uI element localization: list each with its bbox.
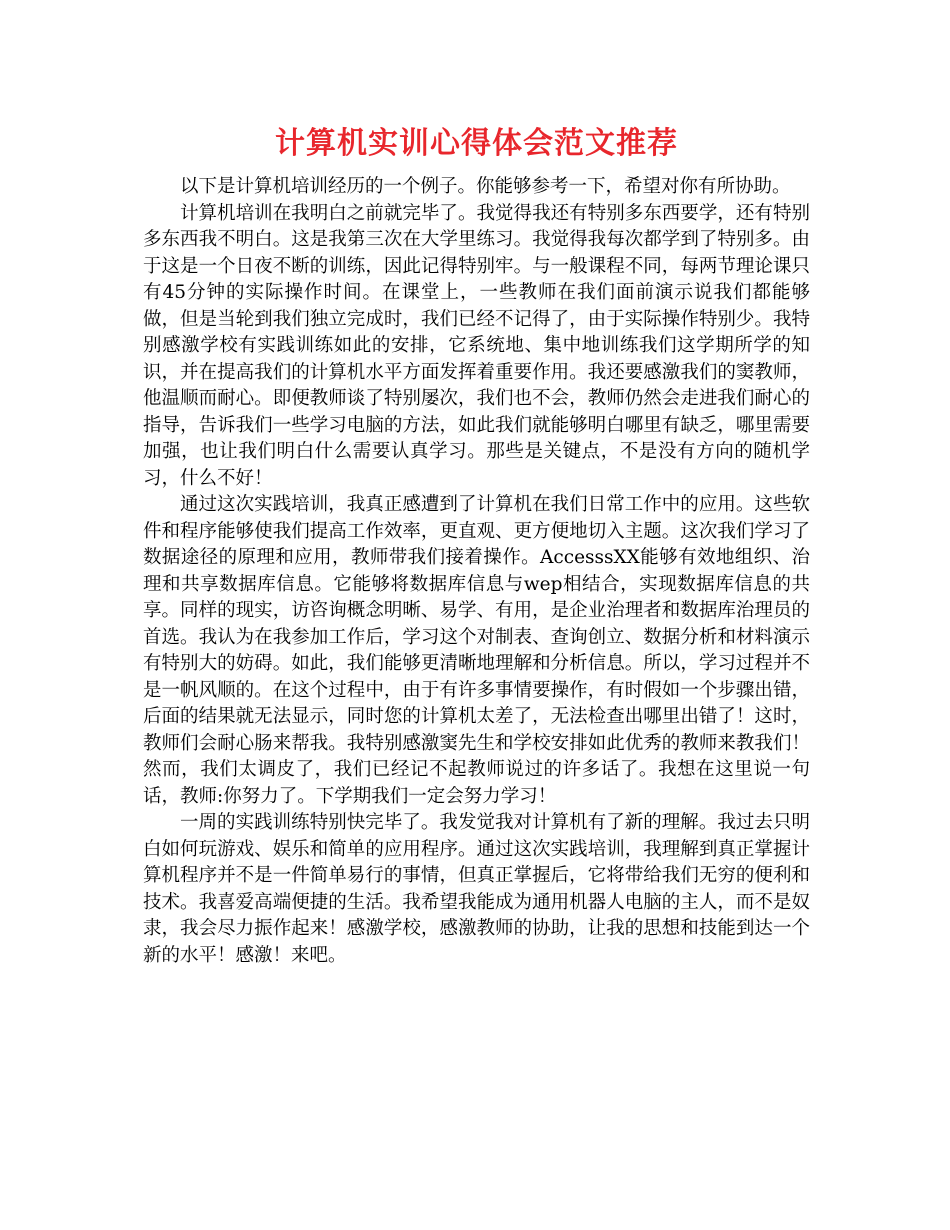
paragraph-intro: 以下是计算机培训经历的一个例子。你能够参考一下，希望对你有所协助。 — [180, 176, 791, 197]
paragraph-conclusion: 一周的实践训练特别快完毕了。我发觉我对计算机有了新的理解。我过去只明白如何玩游戏、娱乐和简单的应用程序。通过这次实践培训，我理解到真正掌握计算机程序并不是一件简单易行的事情，但真正掌握后，它将带给我们无穷的便利和技术。我喜爱高端便捷的生活。我希望我能成为通用机器人电脑的主人，而不是奴隶，我会尽力振作起来！感激学校，感激教师的协助，让我的思想和技能到达一个新的水平！感激！来吧。 — [143, 812, 810, 966]
document-body — [143, 174, 810, 969]
paragraph-practice: 通过这次实践培训，我真正感遭到了计算机在我们日常工作中的应用。这些软件和程序能够使我们提高工作效率，更直观、更方便地切入主题。这次我们学习了数据途径的原理和应用，教师带我们接着操作。AccesssXX能够有效地组织、治理和共享数据库信息。它能够将数据库信息与wep相结合，实现数据库信息的共享。同样的现实，访咨询概念明晰、易学、有用，是企业治理者和数据库治理员的首选。我认为在我参加工作后，学习这个对制表、查询创立、数据分析和材料演示有特别大的妨碍。如此，我们能够更清晰地理解和分析信息。所以，学习过程并不是一帆风顺的。在这个过程中，由于有许多事情要操作，有时假如一个步骤出错，后面的结果就无法显示，同时您的计算机太差了，无法检查出哪里出错了！这时，教师们会耐心肠来帮我。我特别感激窦先生和学校安排如此优秀的教师来教我们！然而，我们太调皮了，我们已经记不起教师说过的许多话了。我想在这里说一句话，教师:你努力了。下学期我们一定会努力学习！ — [143, 494, 810, 807]
paragraph-training: 计算机培训在我明白之前就完毕了。我觉得我还有特别多东西要学，还有特别多东西我不明白。这是我第三次在大学里练习。我觉得我每次都学到了特别多。由于这是一个日夜不断的训练，因此记得特别牢。与一般课程不同，每两节理论课只有45分钟的实际操作时间。在课堂上，一些教师在我们面前演示说我们都能够做，但是当轮到我们独立完成时，我们已经不记得了，由于实际操作特别少。我特别感激学校有实践训练如此的安排，它系统地、集中地训练我们这学期所学的知识，并在提高我们的计算机水平方面发挥着重要作用。我还要感激我们的窦教师，他温顺而耐心。即便教师谈了特别屡次，我们也不会，教师仍然会走进我们耐心的指导，告诉我们一些学习电脑的方法，如此我们就能够明白哪里有缺乏，哪里需要加强，也让我们明白什么需要认真学习。那些是关键点，不是没有方向的随机学习，什么不好！ — [143, 202, 810, 489]
document-title: 计算机实训心得体会范文推荐 — [275, 126, 678, 161]
document-page — [143, 120, 810, 969]
